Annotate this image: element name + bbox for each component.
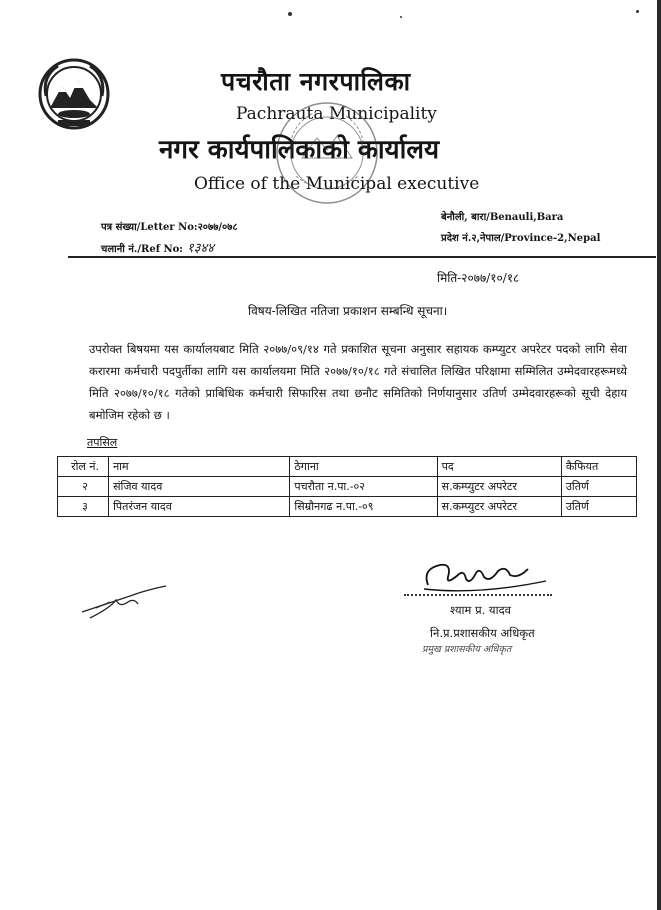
header-address: ठेगाना	[290, 457, 437, 477]
address-line-1: बेनौली, बारा/Benauli,Bara	[441, 212, 564, 223]
scan-speck	[636, 10, 639, 13]
post-cell: स.कम्प्युटर अपरेटर	[437, 477, 561, 497]
office-address	[441, 207, 600, 249]
name-cell: पितरंजन यादव	[109, 497, 290, 517]
header-name: नाम	[109, 457, 290, 477]
signature-line	[404, 594, 552, 596]
scan-speck	[400, 16, 402, 18]
name-cell: संजिव यादव	[109, 477, 290, 497]
signatory-name: श्याम प्र. यादव	[450, 603, 512, 617]
scan-edge	[657, 0, 661, 910]
header-roll-no: रोल नं.	[58, 457, 109, 477]
signatory-title: नि.प्र.प्रशासकीय अधिकृत	[430, 626, 535, 640]
annex-label: तपसिल	[87, 436, 118, 449]
officer-signature	[418, 555, 558, 595]
roll-no-cell: २	[58, 477, 109, 497]
results-table	[57, 456, 637, 517]
letter-meta	[101, 217, 238, 260]
address-cell: सिम्रौनगढ न.पा.-०९	[290, 497, 437, 517]
signatory-stamp: प्रमुख प्रशासकीय अधिकृत	[422, 644, 512, 655]
notice-body: उपरोक्त बिषयमा यस कार्यालयबाट मिति २०७७/०९/१४ गते प्रकाशित सूचना अनुसार सहायक कम्प्युटर अपरेटर पदको लागि सेवा करारमा कर्मचारी पदपुर्तीका लागि यस कार्यालयमा मिति २०७७/१०/१८ गते संचालित लिखित परिक्षामा सम्मिलित उम्मेदवारहरूमध्ये मिति २०७७/१०/१८ गतेको प्राबिधिक कर्मचारी सिफारिस तथा छनौट समितिको निर्णयानुसार उतिर्ण उम्मेदवारहरूको सूची देहाय बमोजिम रहेको छ ।	[89, 342, 627, 422]
office-name-en: Office of the Municipal executive	[194, 174, 480, 194]
notice-date: मिति-२०७७/१०/१८	[437, 271, 520, 285]
letter-number-line	[101, 217, 238, 238]
letter-number-value: २०७७/०७८	[197, 222, 238, 233]
office-name-np: नगर कार्यपालिकाको कार्यालय	[159, 135, 440, 165]
letter-number-label: पत्र संख्या/Letter No:	[101, 222, 198, 233]
address-line-2: प्रदेश नं.२,नेपाल/Province-2,Nepal	[441, 233, 601, 244]
header-post: पद	[437, 457, 561, 477]
nepal-emblem-icon	[38, 56, 110, 132]
ref-number-label: चलानी नं./Ref No:	[101, 244, 183, 255]
post-cell: स.कम्प्युटर अपरेटर	[437, 497, 561, 517]
remarks-cell: उतिर्ण	[561, 477, 636, 497]
remarks-cell: उतिर्ण	[561, 497, 636, 517]
header-divider	[68, 256, 656, 258]
scan-speck	[288, 12, 292, 16]
address-cell: पचरौता न.पा.-०२	[290, 477, 437, 497]
table-header-row	[58, 457, 637, 477]
round-seal-icon	[272, 98, 382, 208]
ref-number-value: १३४४	[186, 241, 215, 256]
table-row	[58, 477, 637, 497]
table-row	[58, 497, 637, 517]
initial-signature	[76, 578, 176, 628]
municipality-name-en: Pachrauta Municipality	[236, 104, 437, 124]
notice-subject: विषय-लिखित नतिजा प्रकाशन सम्बन्धि सूचना।	[248, 304, 448, 318]
header-remarks: कैफियत	[561, 457, 636, 477]
roll-no-cell: ३	[58, 497, 109, 517]
municipality-name-np: पचरौता नगरपालिका	[221, 67, 411, 96]
